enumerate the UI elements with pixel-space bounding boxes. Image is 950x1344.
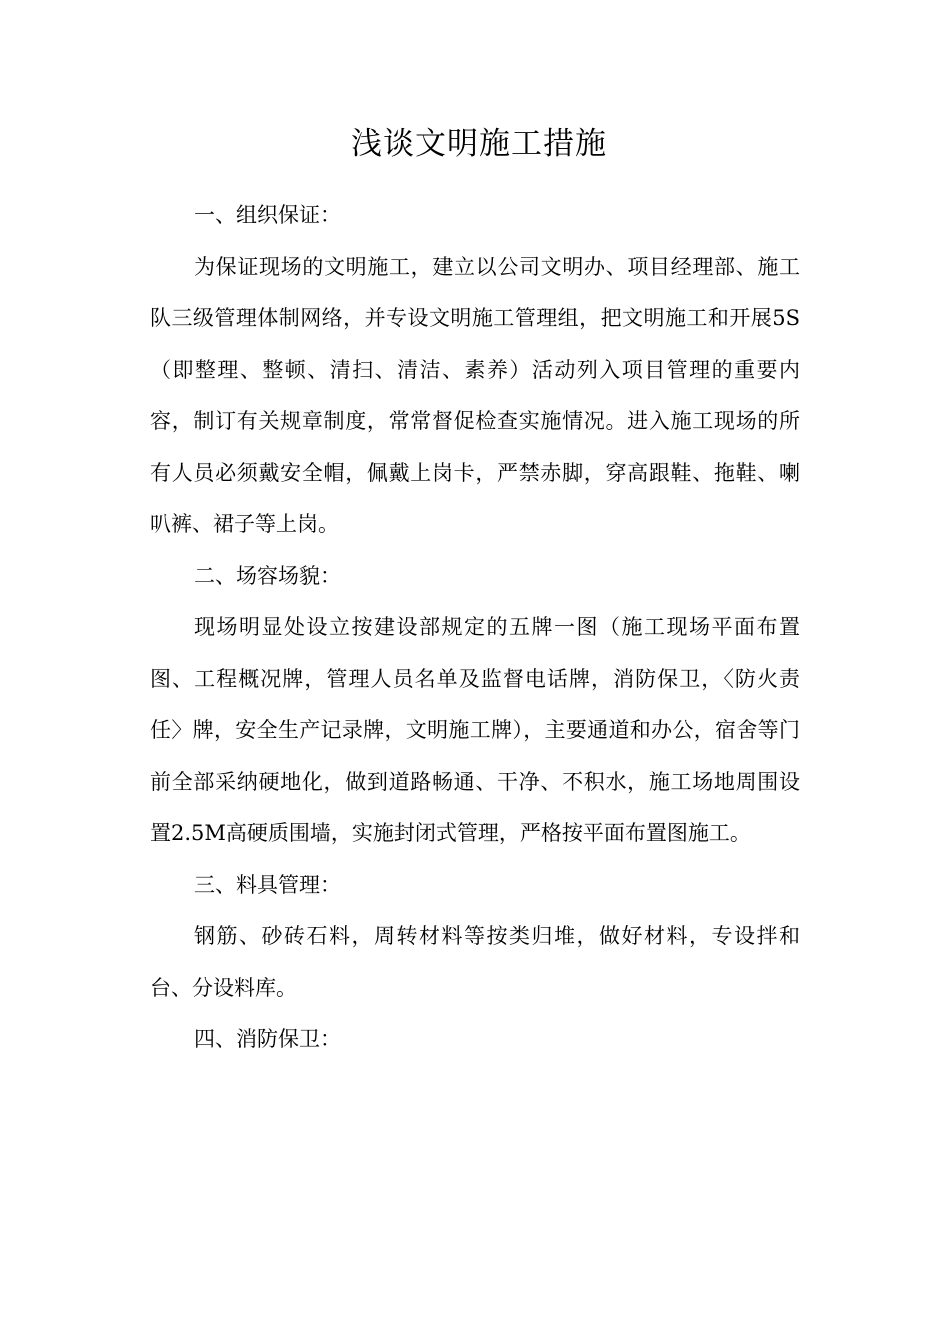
document-title: 浅谈文明施工措施 bbox=[351, 126, 607, 162]
document-page bbox=[150, 118, 800, 1066]
section-body-materials: 钢筋、砂砖石料，周转材料等按类归堆，做好材料，专设拌和台、分设料库。 bbox=[150, 924, 800, 1000]
section-body-site-appearance: 现场明显处设立按建设部规定的五牌一图（施工现场平面布置图、工程概况牌，管理人员名单及监督电话牌，消防保卫，〈防火责任〉牌，安全生产记录牌，文明施工牌），主要通道和办公，宿舍等门前全部采纳硬地化，做到道路畅通、干净、不积水，施工场地周围设置2.5M高硬质围墙，实施封闭式管理，严格按平面布置图施工。 bbox=[150, 615, 800, 845]
section-body-organization: 为保证现场的文明施工，建立以公司文明办、项目经理部、施工队三级管理体制网络，并专设文明施工管理组，把文明施工和开展5S（即整理、整顿、清扫、清洁、素养）活动列入项目管理的重要内容，制订有关规章制度，常常督促检查实施情况。进入施工现场的所有人员必须戴安全帽，佩戴上岗卡，严禁赤脚，穿高跟鞋、拖鞋、喇叭裤、裙子等上岗。 bbox=[150, 254, 800, 536]
section-heading-fire-security: 四、消防保卫： bbox=[194, 1027, 341, 1051]
section-heading-site-appearance: 二、场容场貌： bbox=[194, 563, 341, 588]
section-heading-organization: 一、组织保证： bbox=[194, 203, 341, 227]
section-heading-materials: 三、料具管理： bbox=[194, 872, 341, 897]
